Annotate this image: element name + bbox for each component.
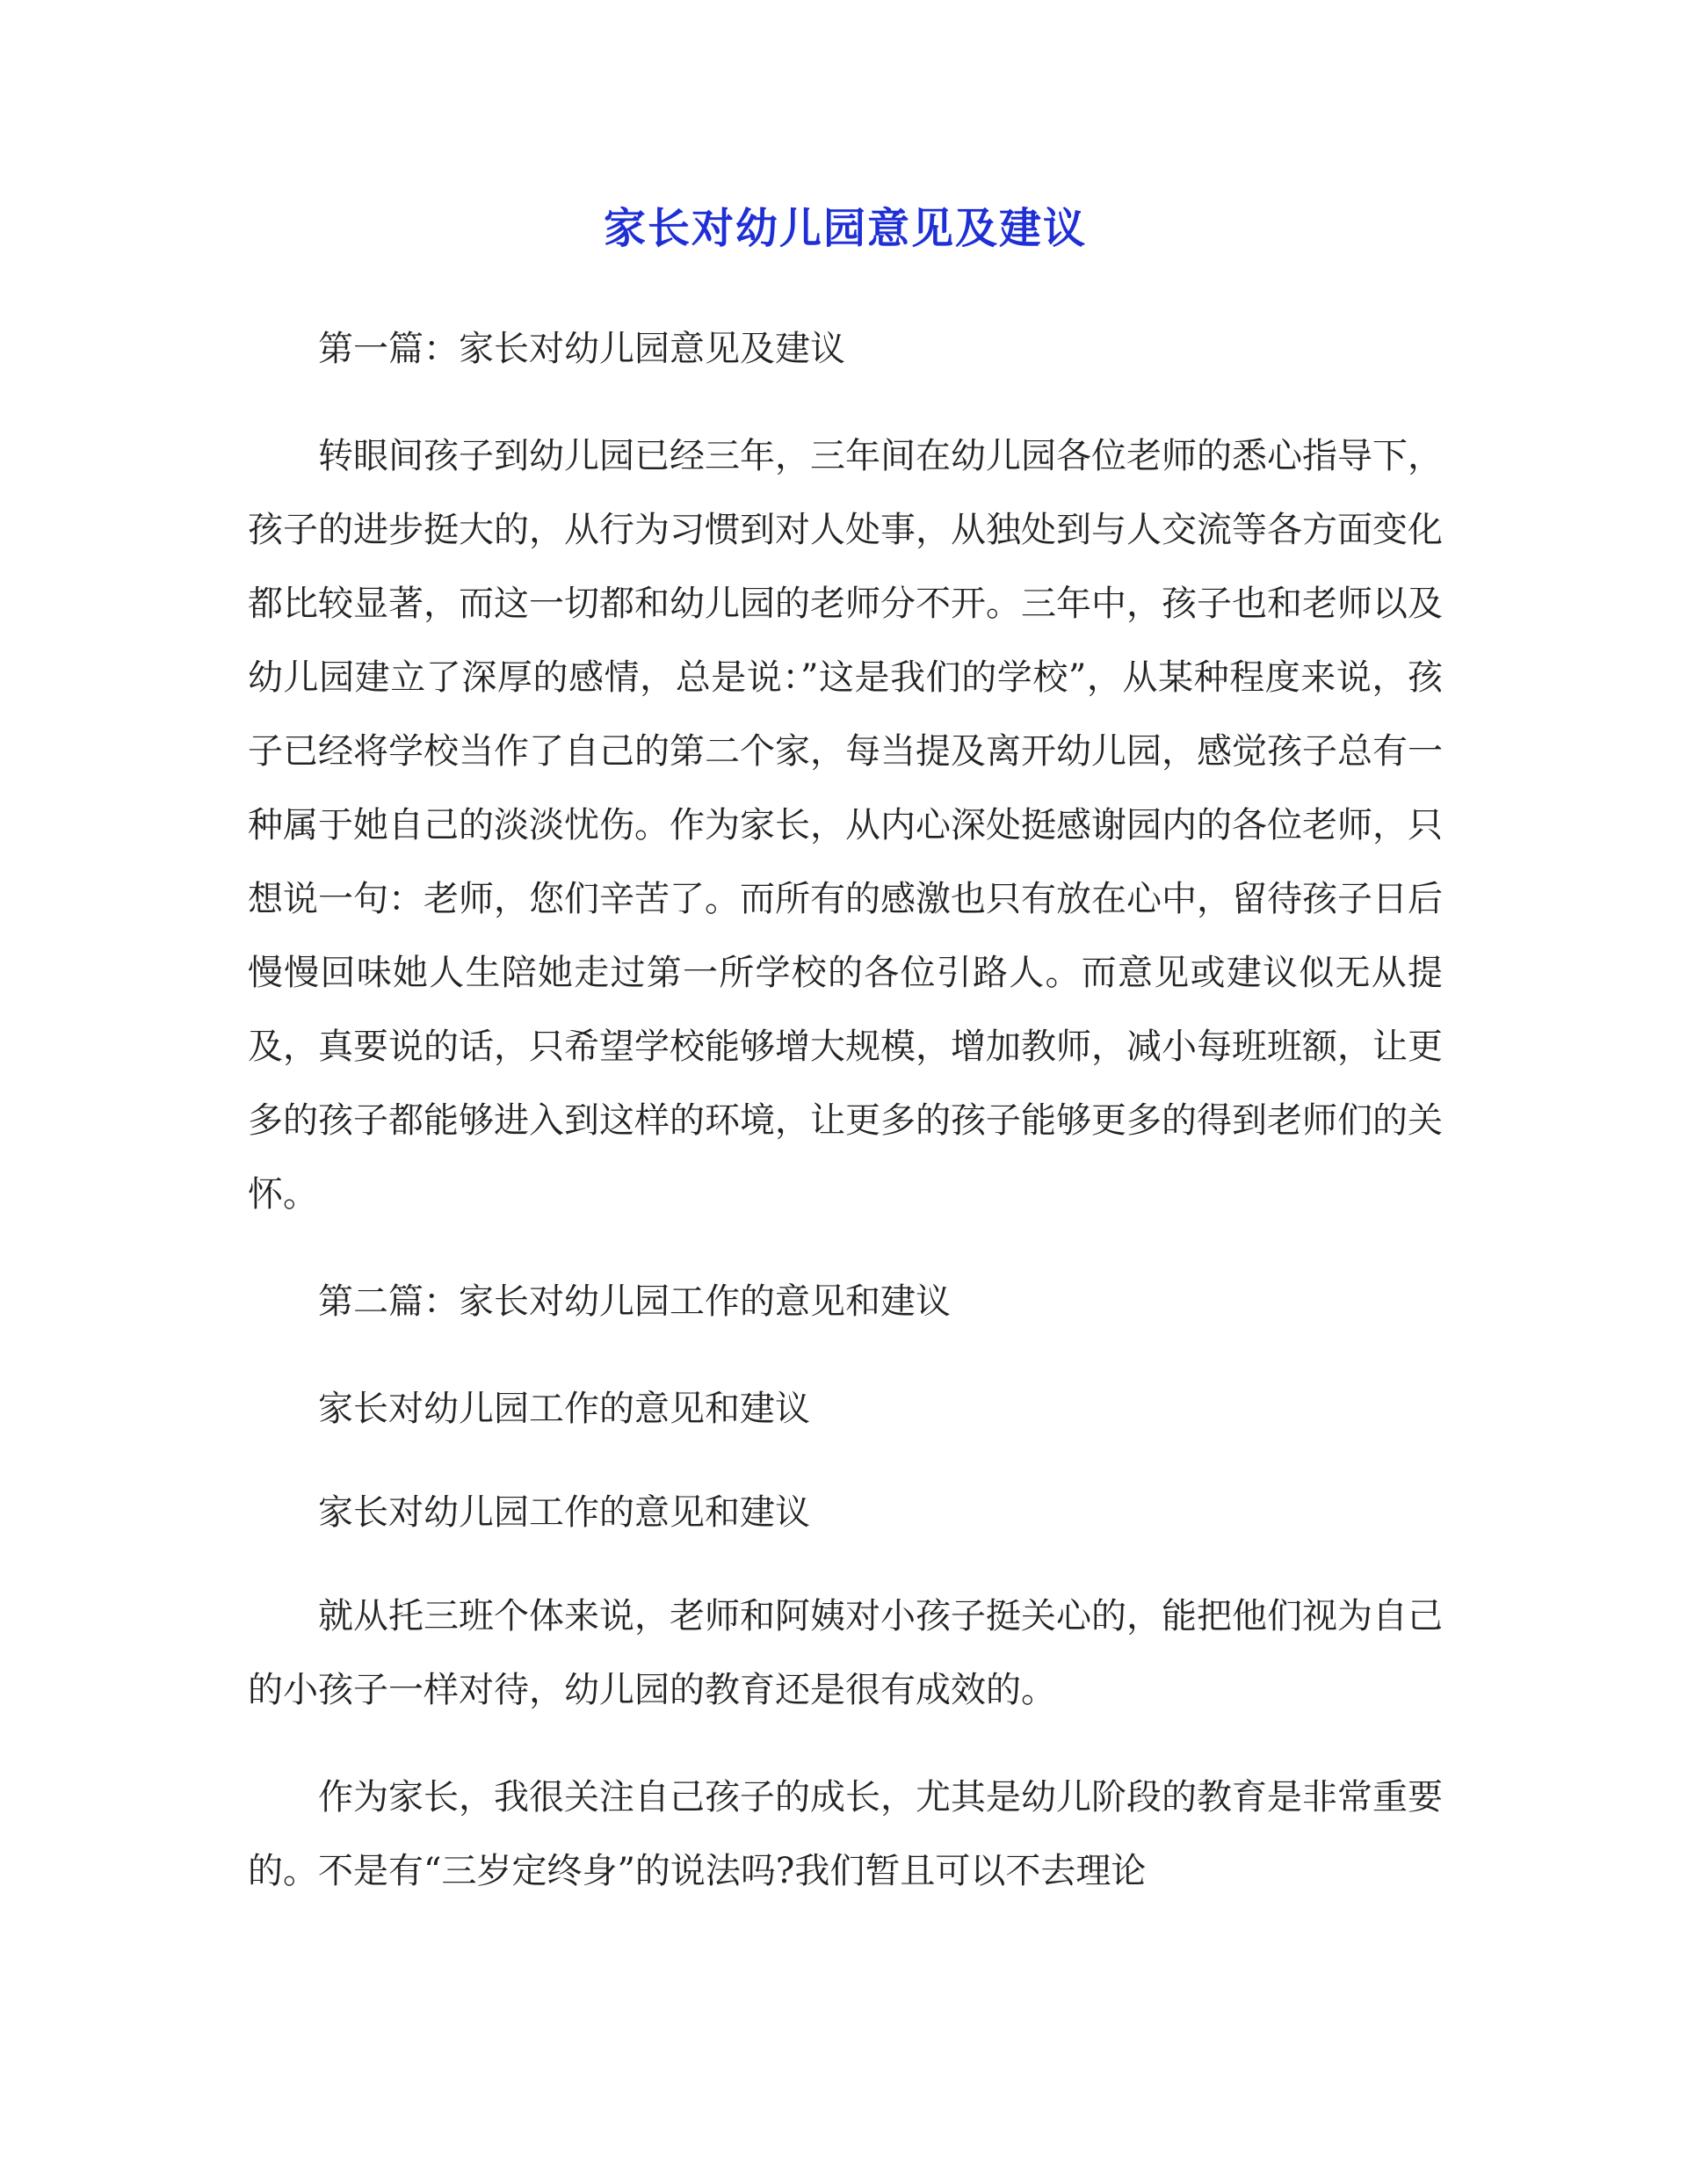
subheading-2: 家长对幼儿园工作的意见和建议 xyxy=(318,1492,810,1533)
section-heading-2: 第二篇：家长对幼儿园工作的意见和建议 xyxy=(318,1281,951,1322)
document-title: 家长对幼儿园意见及建议 xyxy=(603,204,1087,253)
body-paragraph-2: 就从托三班个体来说，老师和阿姨对小孩子挺关心的，能把他们视为自己的小孩子一样对待，幼儿园的教育还是很有成效的。 xyxy=(248,1596,1443,1710)
subheading-1: 家长对幼儿园工作的意见和建议 xyxy=(318,1389,810,1429)
body-paragraph-3: 作为家长，我很关注自己孩子的成长，尤其是幼儿阶段的教育是非常重要的。不是有“三岁定终身”的说法吗?我们暂且可以不去理论 xyxy=(248,1777,1443,1891)
section-heading-1: 第一篇：家长对幼儿园意见及建议 xyxy=(318,329,845,369)
body-paragraph-1: 转眼间孩子到幼儿园已经三年，三年间在幼儿园各位老师的悉心指导下，孩子的进步挺大的，从行为习惯到对人处事，从独处到与人交流等各方面变化都比较显著，而这一切都和幼儿园的老师分不开。三年中，孩子也和老师以及幼儿园建立了深厚的感情，总是说：”这是我们的学校”，从某种程度来说，孩子已经将学校当作了自己的第二个家，每当提及离开幼儿园，感觉孩子总有一种属于她自己的淡淡忧伤。作为家长，从内心深处挺感谢园内的各位老师，只想说一句：老师，您们辛苦了。而所有的感激也只有放在心中，留待孩子日后慢慢回味她人生陪她走过第一所学校的各位引路人。而意见或建议似无从提及，真要说的话，只希望学校能够增大规模，增加教师，减小每班班额，让更多的孩子都能够进入到这样的环境，让更多的孩子能够更多的得到老师们的关怀。 xyxy=(248,436,1443,1215)
document-body xyxy=(248,198,1443,1941)
